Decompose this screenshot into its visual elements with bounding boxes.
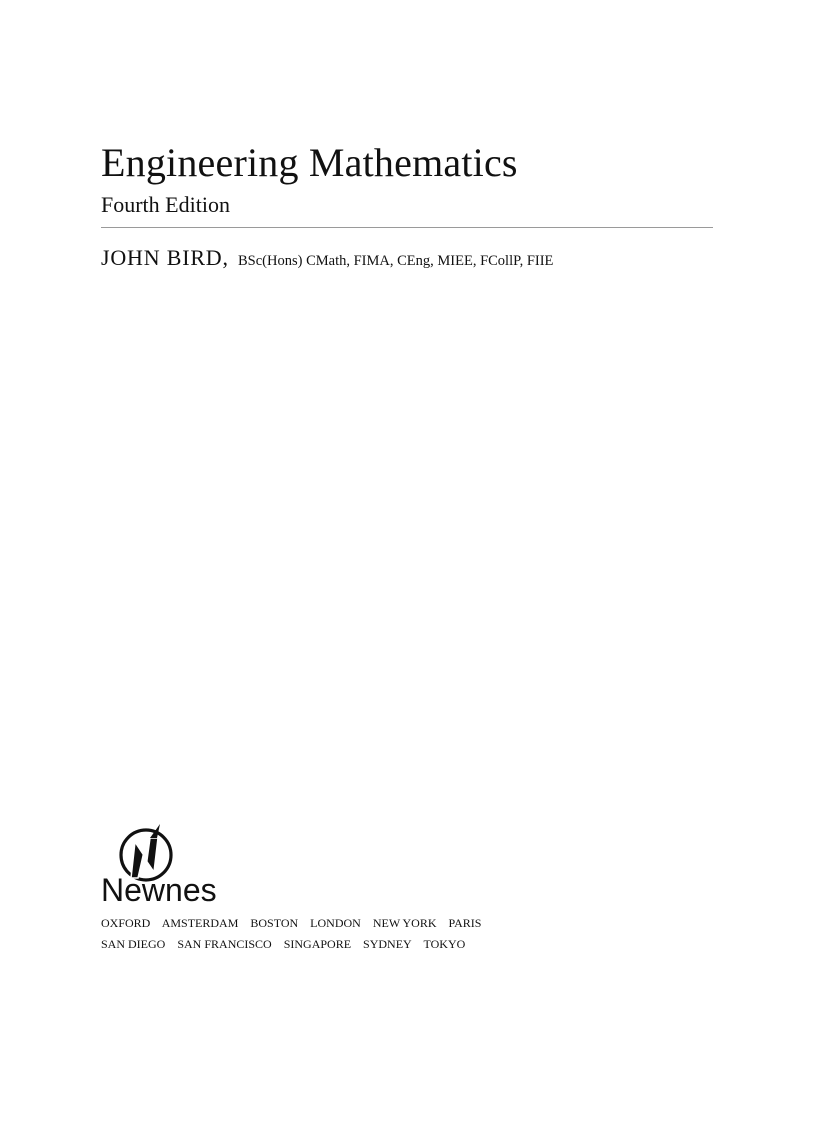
city-label: NEW YORK	[372, 916, 437, 930]
publisher-name: Newnes	[101, 872, 217, 908]
city-label: BOSTON	[250, 916, 299, 930]
city-label: AMSTERDAM	[161, 916, 239, 930]
city-label: SAN DIEGO	[101, 937, 166, 951]
city-label: SAN FRANCISCO	[177, 937, 272, 951]
publisher-cities-row-1	[101, 917, 490, 929]
city-label: LONDON	[310, 916, 361, 930]
title-divider	[101, 227, 713, 228]
author-credentials: BSc(Hons) CMath, FIMA, CEng, MIEE, FCollP, FIIE	[238, 253, 554, 269]
city-label: OXFORD	[101, 916, 151, 930]
city-label: TOKYO	[423, 937, 466, 951]
author-line	[101, 245, 553, 271]
author-name: JOHN BIRD	[101, 245, 223, 270]
publisher-cities-row-2	[101, 938, 474, 950]
author-separator: ,	[222, 245, 228, 270]
city-label: PARIS	[448, 916, 482, 930]
city-label: SYDNEY	[363, 937, 412, 951]
city-label: SINGAPORE	[283, 937, 352, 951]
book-title: Engineering Mathematics	[101, 140, 518, 185]
edition-label: Fourth Edition	[101, 192, 230, 217]
